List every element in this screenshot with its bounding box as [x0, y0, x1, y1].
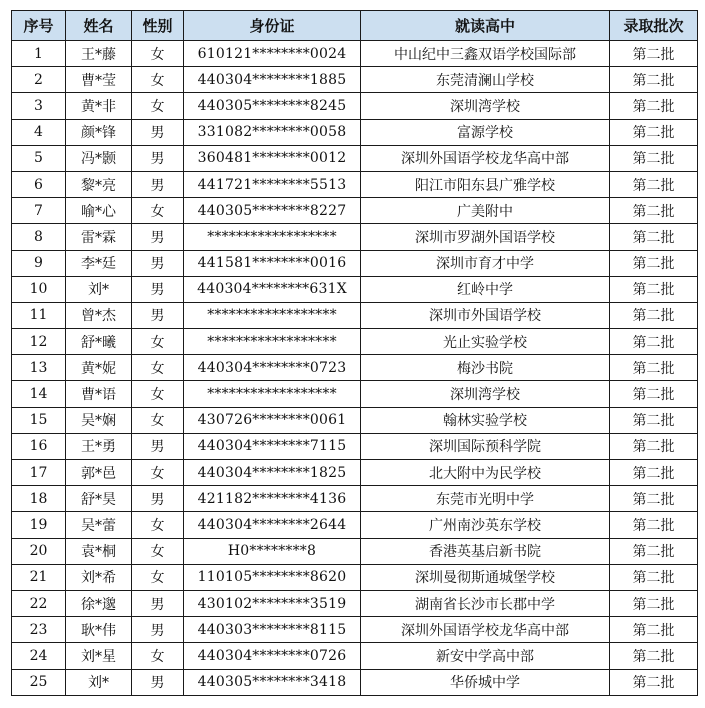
cell-id-number: 440304********0726 [184, 643, 361, 669]
cell-admission-batch: 第二批 [610, 119, 698, 145]
cell-gender: 女 [132, 67, 184, 93]
cell-gender: 女 [132, 512, 184, 538]
table-row [12, 355, 698, 381]
cell-name: 舒*昊 [66, 486, 132, 512]
cell-gender: 男 [132, 250, 184, 276]
table-row [12, 41, 698, 67]
cell-name: 徐*邈 [66, 590, 132, 616]
table-row [12, 250, 698, 276]
cell-id-number: 440304********7115 [184, 433, 361, 459]
cell-high-school: 广州南沙英东学校 [361, 512, 610, 538]
cell-high-school: 东莞市光明中学 [361, 486, 610, 512]
cell-name: 吴*娴 [66, 407, 132, 433]
cell-gender: 女 [132, 198, 184, 224]
cell-seq: 22 [12, 590, 66, 616]
cell-seq: 21 [12, 564, 66, 590]
cell-id-number: ****************** [184, 302, 361, 328]
table-row [12, 460, 698, 486]
table-row [12, 433, 698, 459]
cell-seq: 2 [12, 67, 66, 93]
cell-name: 耿*伟 [66, 617, 132, 643]
cell-admission-batch: 第二批 [610, 224, 698, 250]
cell-name: 曾*杰 [66, 302, 132, 328]
cell-high-school: 深圳外国语学校龙华高中部 [361, 145, 610, 171]
cell-id-number: 440305********3418 [184, 669, 361, 695]
cell-admission-batch: 第二批 [610, 381, 698, 407]
cell-high-school: 深圳市罗湖外国语学校 [361, 224, 610, 250]
cell-admission-batch: 第二批 [610, 512, 698, 538]
cell-id-number: 421182********4136 [184, 486, 361, 512]
cell-name: 黄*非 [66, 93, 132, 119]
cell-gender: 男 [132, 617, 184, 643]
table-row [12, 486, 698, 512]
table-row [12, 276, 698, 302]
cell-gender: 男 [132, 276, 184, 302]
table-row [12, 329, 698, 355]
cell-admission-batch: 第二批 [610, 198, 698, 224]
cell-high-school: 香港英基启新书院 [361, 538, 610, 564]
cell-seq: 3 [12, 93, 66, 119]
header-high-school: 就读高中 [361, 11, 610, 41]
cell-id-number: 440303********8115 [184, 617, 361, 643]
cell-seq: 17 [12, 460, 66, 486]
cell-admission-batch: 第二批 [610, 590, 698, 616]
cell-id-number: 440304********1825 [184, 460, 361, 486]
cell-high-school: 翰林实验学校 [361, 407, 610, 433]
cell-name: 雷*霖 [66, 224, 132, 250]
cell-id-number: 440305********8245 [184, 93, 361, 119]
cell-seq: 15 [12, 407, 66, 433]
cell-name: 颜*锋 [66, 119, 132, 145]
cell-admission-batch: 第二批 [610, 617, 698, 643]
header-name: 姓名 [66, 11, 132, 41]
cell-admission-batch: 第二批 [610, 41, 698, 67]
cell-admission-batch: 第二批 [610, 355, 698, 381]
cell-admission-batch: 第二批 [610, 538, 698, 564]
cell-seq: 11 [12, 302, 66, 328]
cell-seq: 10 [12, 276, 66, 302]
cell-admission-batch: 第二批 [610, 145, 698, 171]
cell-admission-batch: 第二批 [610, 250, 698, 276]
cell-name: 刘* [66, 276, 132, 302]
header-seq: 序号 [12, 11, 66, 41]
cell-gender: 男 [132, 486, 184, 512]
table-row [12, 171, 698, 197]
cell-gender: 男 [132, 145, 184, 171]
cell-gender: 男 [132, 224, 184, 250]
cell-high-school: 深圳曼彻斯通城堡学校 [361, 564, 610, 590]
cell-name: 曹*语 [66, 381, 132, 407]
cell-name: 黄*妮 [66, 355, 132, 381]
cell-high-school: 深圳国际预科学院 [361, 433, 610, 459]
cell-admission-batch: 第二批 [610, 93, 698, 119]
table-header [12, 11, 698, 41]
cell-high-school: 深圳市外国语学校 [361, 302, 610, 328]
table-row [12, 198, 698, 224]
cell-admission-batch: 第二批 [610, 460, 698, 486]
cell-seq: 6 [12, 171, 66, 197]
cell-id-number: ****************** [184, 381, 361, 407]
cell-high-school: 梅沙书院 [361, 355, 610, 381]
table-row [12, 224, 698, 250]
cell-high-school: 中山纪中三鑫双语学校国际部 [361, 41, 610, 67]
cell-admission-batch: 第二批 [610, 669, 698, 695]
header-admission-batch: 录取批次 [610, 11, 698, 41]
cell-admission-batch: 第二批 [610, 171, 698, 197]
cell-admission-batch: 第二批 [610, 564, 698, 590]
cell-admission-batch: 第二批 [610, 486, 698, 512]
cell-high-school: 阳江市阳东县广雅学校 [361, 171, 610, 197]
cell-seq: 25 [12, 669, 66, 695]
cell-admission-batch: 第二批 [610, 67, 698, 93]
cell-name: 冯*颢 [66, 145, 132, 171]
cell-gender: 女 [132, 460, 184, 486]
cell-seq: 18 [12, 486, 66, 512]
cell-id-number: H0********8 [184, 538, 361, 564]
cell-id-number: 430102********3519 [184, 590, 361, 616]
cell-high-school: 广美附中 [361, 198, 610, 224]
cell-name: 王*勇 [66, 433, 132, 459]
cell-id-number: 440304********0723 [184, 355, 361, 381]
table-row [12, 643, 698, 669]
table-row [12, 512, 698, 538]
cell-id-number: 360481********0012 [184, 145, 361, 171]
cell-gender: 女 [132, 93, 184, 119]
cell-admission-batch: 第二批 [610, 329, 698, 355]
cell-id-number: ****************** [184, 224, 361, 250]
cell-gender: 女 [132, 355, 184, 381]
cell-name: 曹*莹 [66, 67, 132, 93]
cell-gender: 女 [132, 643, 184, 669]
table-row [12, 617, 698, 643]
cell-seq: 7 [12, 198, 66, 224]
cell-name: 黎*亮 [66, 171, 132, 197]
table-row [12, 381, 698, 407]
cell-name: 郭*邑 [66, 460, 132, 486]
cell-seq: 16 [12, 433, 66, 459]
table-row [12, 93, 698, 119]
cell-seq: 20 [12, 538, 66, 564]
cell-seq: 19 [12, 512, 66, 538]
header-id-number: 身份证 [184, 11, 361, 41]
cell-high-school: 湖南省长沙市长郡中学 [361, 590, 610, 616]
cell-id-number: 331082********0058 [184, 119, 361, 145]
cell-gender: 男 [132, 669, 184, 695]
cell-name: 袁*桐 [66, 538, 132, 564]
cell-name: 刘*星 [66, 643, 132, 669]
cell-id-number: 440304********631X [184, 276, 361, 302]
table-row [12, 669, 698, 695]
header-row [12, 11, 698, 41]
table-row [12, 590, 698, 616]
cell-name: 吴*蕾 [66, 512, 132, 538]
table-row [12, 67, 698, 93]
cell-admission-batch: 第二批 [610, 643, 698, 669]
table-row [12, 145, 698, 171]
cell-admission-batch: 第二批 [610, 407, 698, 433]
cell-id-number: 440304********1885 [184, 67, 361, 93]
cell-id-number: 440304********2644 [184, 512, 361, 538]
cell-name: 王*藤 [66, 41, 132, 67]
cell-gender: 女 [132, 381, 184, 407]
cell-name: 刘* [66, 669, 132, 695]
cell-seq: 23 [12, 617, 66, 643]
table-row [12, 538, 698, 564]
cell-high-school: 深圳湾学校 [361, 93, 610, 119]
cell-id-number: 430726********0061 [184, 407, 361, 433]
table-row [12, 407, 698, 433]
admission-table [11, 10, 698, 696]
cell-name: 刘*希 [66, 564, 132, 590]
cell-seq: 13 [12, 355, 66, 381]
cell-seq: 8 [12, 224, 66, 250]
cell-high-school: 深圳市育才中学 [361, 250, 610, 276]
cell-id-number: 440305********8227 [184, 198, 361, 224]
cell-high-school: 富源学校 [361, 119, 610, 145]
cell-id-number: 441721********5513 [184, 171, 361, 197]
cell-high-school: 北大附中为民学校 [361, 460, 610, 486]
cell-high-school: 新安中学高中部 [361, 643, 610, 669]
cell-gender: 男 [132, 171, 184, 197]
table-row [12, 302, 698, 328]
cell-high-school: 光止实验学校 [361, 329, 610, 355]
cell-gender: 女 [132, 41, 184, 67]
cell-high-school: 华侨城中学 [361, 669, 610, 695]
cell-admission-batch: 第二批 [610, 302, 698, 328]
cell-seq: 4 [12, 119, 66, 145]
cell-high-school: 东莞清澜山学校 [361, 67, 610, 93]
cell-gender: 女 [132, 538, 184, 564]
cell-name: 李*廷 [66, 250, 132, 276]
cell-gender: 女 [132, 329, 184, 355]
table-body [12, 41, 698, 696]
cell-id-number: ****************** [184, 329, 361, 355]
table-row [12, 564, 698, 590]
cell-seq: 24 [12, 643, 66, 669]
cell-high-school: 红岭中学 [361, 276, 610, 302]
cell-seq: 1 [12, 41, 66, 67]
cell-name: 舒*曦 [66, 329, 132, 355]
cell-gender: 女 [132, 564, 184, 590]
header-gender: 性别 [132, 11, 184, 41]
cell-seq: 9 [12, 250, 66, 276]
cell-seq: 14 [12, 381, 66, 407]
table-row [12, 119, 698, 145]
cell-seq: 5 [12, 145, 66, 171]
cell-admission-batch: 第二批 [610, 433, 698, 459]
cell-gender: 男 [132, 433, 184, 459]
cell-gender: 男 [132, 590, 184, 616]
cell-gender: 男 [132, 119, 184, 145]
cell-name: 喻*心 [66, 198, 132, 224]
cell-id-number: 110105********8620 [184, 564, 361, 590]
cell-seq: 12 [12, 329, 66, 355]
cell-high-school: 深圳外国语学校龙华高中部 [361, 617, 610, 643]
cell-admission-batch: 第二批 [610, 276, 698, 302]
cell-id-number: 441581********0016 [184, 250, 361, 276]
cell-gender: 男 [132, 302, 184, 328]
cell-high-school: 深圳湾学校 [361, 381, 610, 407]
cell-id-number: 610121********0024 [184, 41, 361, 67]
cell-gender: 女 [132, 407, 184, 433]
